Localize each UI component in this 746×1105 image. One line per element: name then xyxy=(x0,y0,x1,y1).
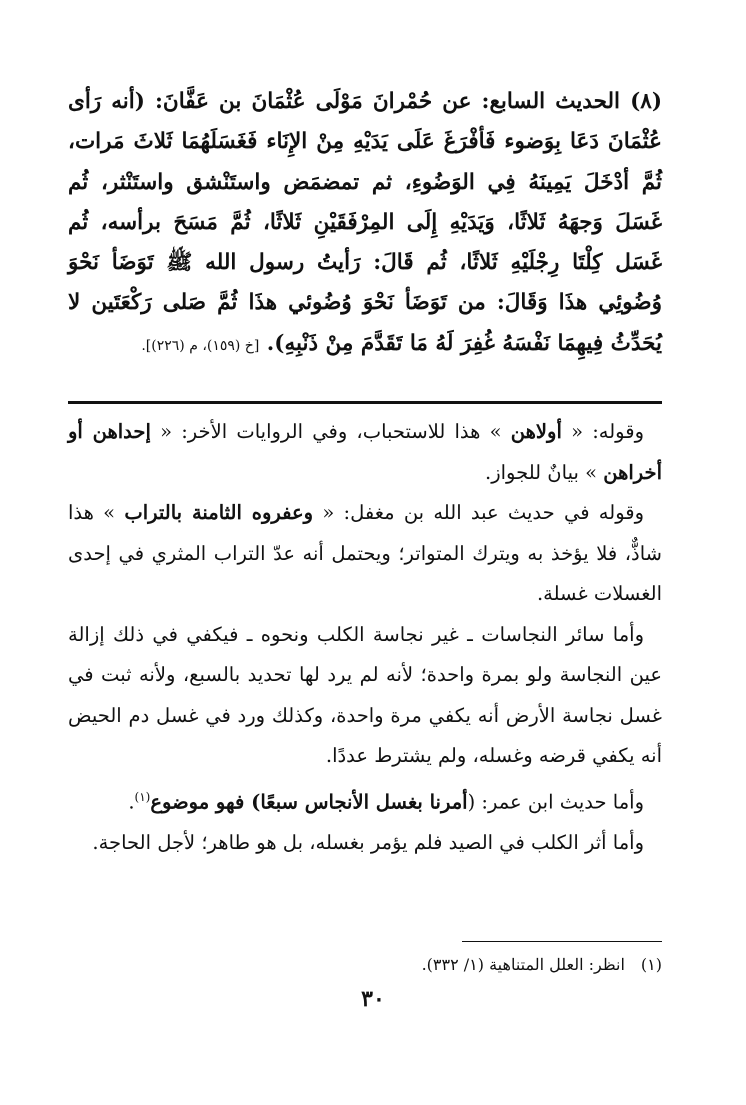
hadith-body: (٨) الحديث السابع: عن حُمْرانَ مَوْلَى عُثْمَانَ بن عَفَّانَ: (أنه رَأى عُثْمَانَ دَعَا بِوَضوء فَأفْرَغَ عَلَى يَدَيْهِ مِنْ الإِنَاء فَغَسَلَهُمَا ثَلاثَ مَرات، ثُمَّ أدْخَلَ يَمِينَهُ فِي الوَضُوءِ، ثم تمضمَض واستَنْشق واستَنْثر، ثُم غَسَلَ وَجهَهُ ثَلاثًا، وَيَدَيْهِ إِلَى المِرْفَقَيْنِ ثَلاثًا، ثُمَّ مَسَحَ برأسه، ثُم غَسَل كِلْتَا رِجْلَيْهِ ثَلاثًا، ثُم قَالَ: رَأيتُ رسول الله ﷺ تَوَضَأ نَحْوَ وُضُوئِي هذَا وَقَالَ: من تَوَضَأ نَحْوَ وُضُوئي هذَا ثُمَّ صَلى رَكْعَتَين لا يُحَدِّثُ فِيهِمَا نَفْسَهُ غُفِرَ لَهُ مَا تَقَدَّمَ مِنْ ذَنْبِهِ). xyxy=(68,89,662,356)
section-divider xyxy=(68,401,662,404)
hadith-reference: [خ (١٥٩)، م (٢٢٦)]. xyxy=(141,337,260,354)
page-number: ٣٠ xyxy=(361,986,385,1012)
text-run: » هذا للاستحباب، وفي الروايات الأخر: « xyxy=(150,420,511,443)
footnote-number: (١) xyxy=(640,955,662,974)
footnote-divider xyxy=(462,941,662,942)
commentary-paragraph-1 xyxy=(68,412,662,493)
text-run: » هذا شاذٌّ، فلا يؤخذ به ويترك المتواتر؛ ويحتمل أنه عدّ التراب المثري في إحدى الغسلات غسلة. xyxy=(68,501,662,605)
quoted-term: إحداهن أو أخراهن xyxy=(68,420,662,484)
commentary-paragraph-3: وأما سائر النجاسات ـ غير نجاسة الكلب ونحوه ـ فيكفي في ذلك إزالة عين النجاسة ولو بمرة واحدة؛ لأنه لم يرد لها تحديد بالسبع، ولأنه ثبت في غسل نجاسة الأرض أنه يكفي مرة واحدة، وكذلك ورد في غسل دم الحيض أنه يكفي قرضه وغسله، ولم يشترط عددًا. xyxy=(68,622,662,767)
hadith-block xyxy=(68,82,662,366)
footnote-text: انظر: العلل المتناهية (١/ ٣٣٢). xyxy=(421,955,625,974)
footnote xyxy=(68,952,662,978)
commentary-paragraph-5: وأما أثر الكلب في الصيد فلم يؤمر بغسله، بل هو طاهر؛ لأجل الحاجة. xyxy=(92,830,644,854)
text-run: ) فهو موضوع xyxy=(150,790,261,813)
text-run: » بيانٌ للجواز. xyxy=(485,460,604,484)
commentary-paragraph-4 xyxy=(68,777,662,823)
hadith-text xyxy=(68,82,662,366)
commentary-block xyxy=(68,412,662,863)
text-run: وقوله: « xyxy=(561,420,644,443)
text-run: وقوله في حديث عبد الله بن مغفل: « xyxy=(313,501,645,524)
text-run: . xyxy=(128,790,135,813)
quoted-term: أمرنا بغسل الأنجاس سبعًا xyxy=(260,790,468,813)
commentary-paragraph-2 xyxy=(68,493,662,615)
text-run: وأما حديث ابن عمر: ( xyxy=(467,790,644,813)
quoted-term: وعفروه الثامنة بالتراب xyxy=(124,501,314,524)
quoted-term: أولاهن xyxy=(510,420,562,443)
footnote-marker[interactable]: (١) xyxy=(134,789,151,804)
